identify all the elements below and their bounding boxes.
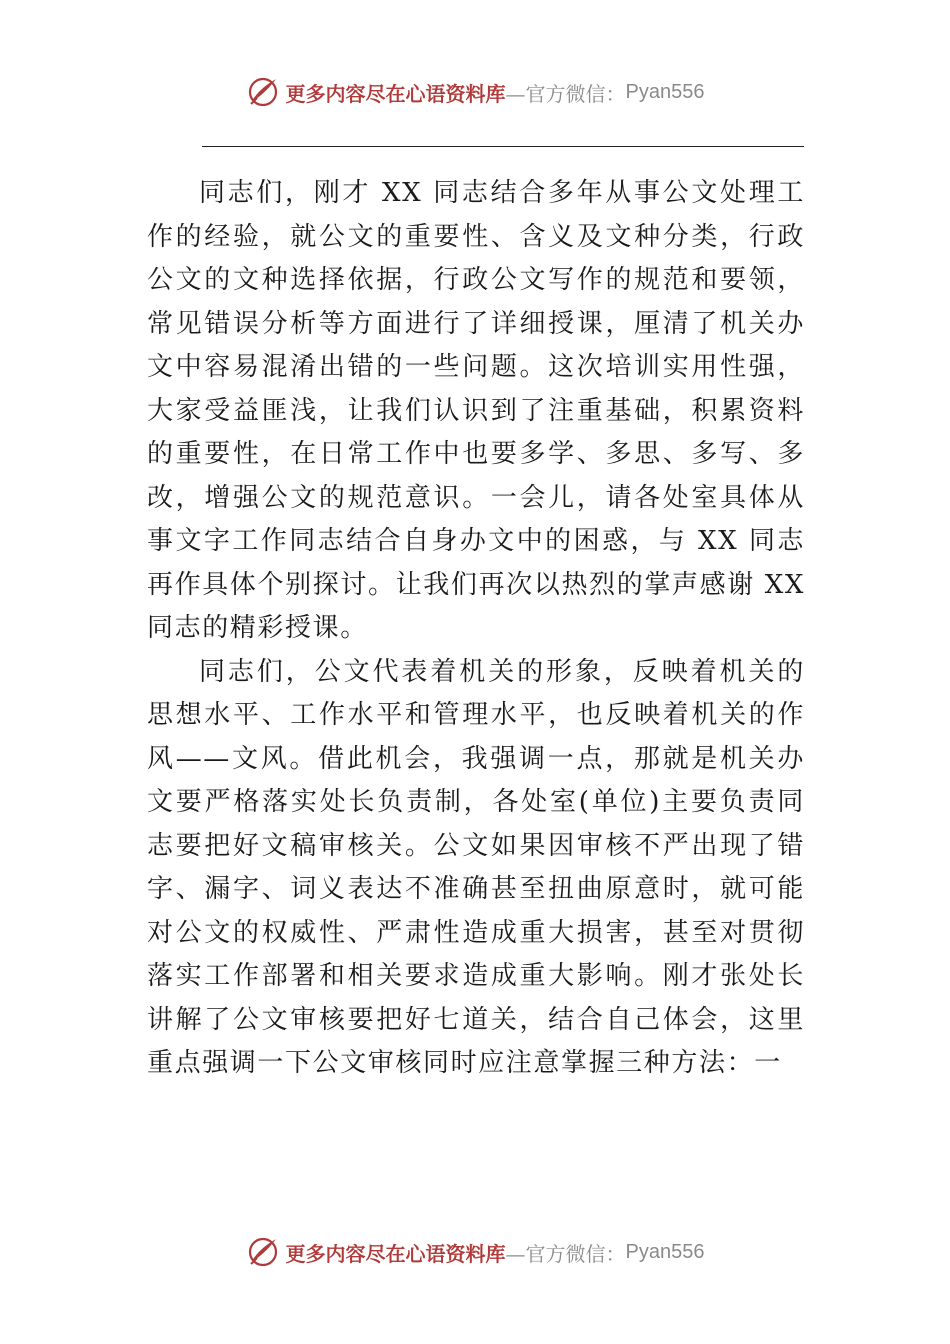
quill-logo-icon [246, 75, 280, 109]
banner-title: 更多内容尽在心语资料库 [285, 1241, 506, 1266]
banner-wechat-id: Pyan556 [625, 1240, 705, 1263]
banner-wechat-id: Pyan556 [625, 80, 705, 103]
banner-separator-label: —官方微信： [505, 1241, 626, 1266]
quill-logo-icon [246, 1235, 280, 1269]
banner-separator-label: —官方微信： [505, 81, 626, 106]
banner-title: 更多内容尽在心语资料库 [285, 81, 506, 106]
header-banner [0, 72, 950, 112]
footer-banner [0, 1232, 950, 1272]
header-divider [202, 146, 804, 147]
paragraph-2: 同志们，公文代表着机关的形象，反映着机关的思想水平、工作水平和管理水平，也反映着机关的作风——文风。借此机会，我强调一点，那就是机关办文要严格落实处长负责制，各处室(单位)主要负责同志要把好文稿审核关。公文如果因审核不严出现了错字、漏字、词义表达不准确甚至扭曲原意时，就可能对公文的权威性、严肃性造成重大损害，甚至对贯彻落实工作部署和相关要求造成重大影响。刚才张处长讲解了公文审核要把好七道关，结合自己体会，这里重点强调一下公文审核同时应注意掌握三种方法：一 [147, 656, 805, 1078]
paragraph-1: 同志们，刚才 XX 同志结合多年从事公文处理工作的经验，就公文的重要性、含义及文种分类，行政公文的文种选择依据，行政公文写作的规范和要领，常见错误分析等方面进行了详细授课，厘清了机关办文中容易混淆出错的一些问题。这次培训实用性强，大家受益匪浅，让我们认识到了注重基础，积累资料的重要性，在日常工作中也要多学、多思、多写、多改，增强公文的规范意识。一会儿，请各处室具体从事文字工作同志结合自身办文中的困惑，与 XX 同志再作具体个别探讨。让我们再次以热烈的掌声感谢 XX 同志的精彩授课。 [147, 178, 805, 643]
document-body [147, 172, 805, 1086]
